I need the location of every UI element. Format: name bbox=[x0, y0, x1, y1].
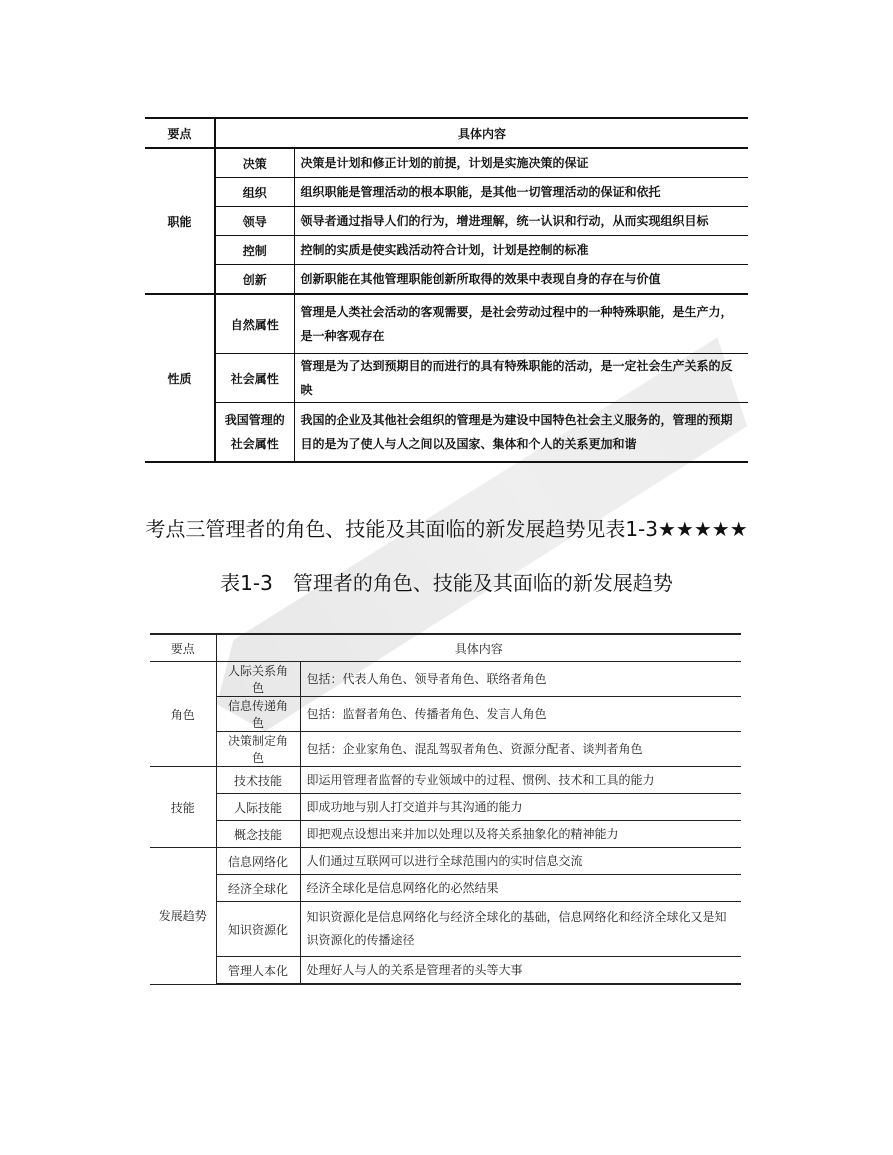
table-row bbox=[145, 354, 748, 403]
header-content: 具体内容 bbox=[215, 118, 748, 148]
row-item: 人际关系角色 bbox=[216, 662, 300, 697]
table-row bbox=[145, 294, 748, 354]
group-label: 发展趋势 bbox=[150, 848, 216, 985]
row-item: 社会属性 bbox=[215, 354, 294, 403]
row-item: 知识资源化 bbox=[216, 902, 300, 957]
table-management-functions bbox=[145, 117, 748, 463]
row-item: 信息传递角色 bbox=[216, 697, 300, 732]
table-row bbox=[150, 794, 741, 821]
row-item: 创新 bbox=[215, 265, 294, 295]
table-row bbox=[150, 662, 741, 697]
row-item: 概念技能 bbox=[216, 821, 300, 848]
row-content: 经济全球化是信息网络化的必然结果 bbox=[300, 875, 741, 902]
row-item: 决策制定角色 bbox=[216, 732, 300, 767]
table-row bbox=[150, 767, 741, 794]
row-content: 包括：企业家角色、混乱驾驭者角色、资源分配者、谈判者角色 bbox=[300, 732, 741, 767]
group-label: 性质 bbox=[145, 294, 215, 462]
table-title: 管理者的角色、技能及其面临的新发展趋势 bbox=[292, 571, 673, 595]
table-row bbox=[145, 236, 748, 265]
header-content: 具体内容 bbox=[216, 634, 741, 662]
row-item: 控制 bbox=[215, 236, 294, 265]
table-row bbox=[150, 821, 741, 848]
table-row bbox=[145, 207, 748, 236]
table-header-row bbox=[145, 118, 748, 148]
table-row bbox=[150, 697, 741, 732]
row-item: 信息网络化 bbox=[216, 848, 300, 875]
row-item: 决策 bbox=[215, 148, 294, 178]
row-content: 知识资源化是信息网络化与经济全球化的基础，信息网络化和经济全球化又是知识资源化的传播途径 bbox=[300, 902, 741, 957]
row-content: 决策是计划和修正计划的前提，计划是实施决策的保证 bbox=[294, 148, 748, 178]
row-content: 包括：监督者角色、传播者角色、发言人角色 bbox=[300, 697, 741, 732]
row-content: 创新职能在其他管理职能创新所取得的效果中表现自身的存在与价值 bbox=[294, 265, 748, 295]
table-number: 表1-3 bbox=[220, 571, 273, 595]
table-header-row bbox=[150, 634, 741, 662]
row-item: 自然属性 bbox=[215, 294, 294, 354]
row-item: 组织 bbox=[215, 178, 294, 207]
row-content: 控制的实质是使实践活动符合计划，计划是控制的标准 bbox=[294, 236, 748, 265]
table-row bbox=[145, 178, 748, 207]
table-caption bbox=[0, 567, 893, 596]
table-row bbox=[150, 875, 741, 902]
group-label: 职能 bbox=[145, 148, 215, 294]
row-content: 组织职能是管理活动的根本职能，是其他一切管理活动的保证和依托 bbox=[294, 178, 748, 207]
row-item: 人际技能 bbox=[216, 794, 300, 821]
row-content: 人们通过互联网可以进行全球范围内的实时信息交流 bbox=[300, 848, 741, 875]
section-heading: 考点三管理者的角色、技能及其面临的新发展趋势见表1-3★★★★★ bbox=[145, 517, 748, 541]
row-content: 管理是为了达到预期目的而进行的具有特殊职能的活动，是一定社会生产关系的反映 bbox=[294, 354, 748, 403]
row-item: 技术技能 bbox=[216, 767, 300, 794]
row-content: 领导者通过指导人们的行为，增进理解，统一认识和行动，从而实现组织目标 bbox=[294, 207, 748, 236]
row-content: 我国的企业及其他社会组织的管理是为建设中国特色社会主义服务的，管理的预期目的是为了使人与人之间以及国家、集体和个人的关系更加和谐 bbox=[294, 403, 748, 463]
group-label: 技能 bbox=[150, 767, 216, 848]
row-content: 即运用管理者监督的专业领域中的过程、惯例、技术和工具的能力 bbox=[300, 767, 741, 794]
header-key-point: 要点 bbox=[150, 634, 216, 662]
row-content: 包括：代表人角色、领导者角色、联络者角色 bbox=[300, 662, 741, 697]
table-row bbox=[150, 848, 741, 875]
table-row bbox=[150, 957, 741, 985]
table-row bbox=[145, 148, 748, 178]
row-content: 管理是人类社会活动的客观需要，是社会劳动过程中的一种特殊职能，是生产力，是一种客观存在 bbox=[294, 294, 748, 354]
row-item: 管理人本化 bbox=[216, 957, 300, 985]
group-label: 角色 bbox=[150, 662, 216, 767]
header-key-point: 要点 bbox=[145, 118, 215, 148]
table-manager-roles-skills-trends bbox=[150, 633, 741, 985]
row-content: 即成功地与别人打交道并与其沟通的能力 bbox=[300, 794, 741, 821]
row-item: 经济全球化 bbox=[216, 875, 300, 902]
table-row bbox=[145, 403, 748, 463]
table-row bbox=[145, 265, 748, 295]
row-content: 即把观点设想出来并加以处理以及将关系抽象化的精神能力 bbox=[300, 821, 741, 848]
row-item: 领导 bbox=[215, 207, 294, 236]
table-row bbox=[150, 732, 741, 767]
table-row bbox=[150, 902, 741, 957]
row-content: 处理好人与人的关系是管理者的头等大事 bbox=[300, 957, 741, 985]
row-item: 我国管理的社会属性 bbox=[215, 403, 294, 463]
